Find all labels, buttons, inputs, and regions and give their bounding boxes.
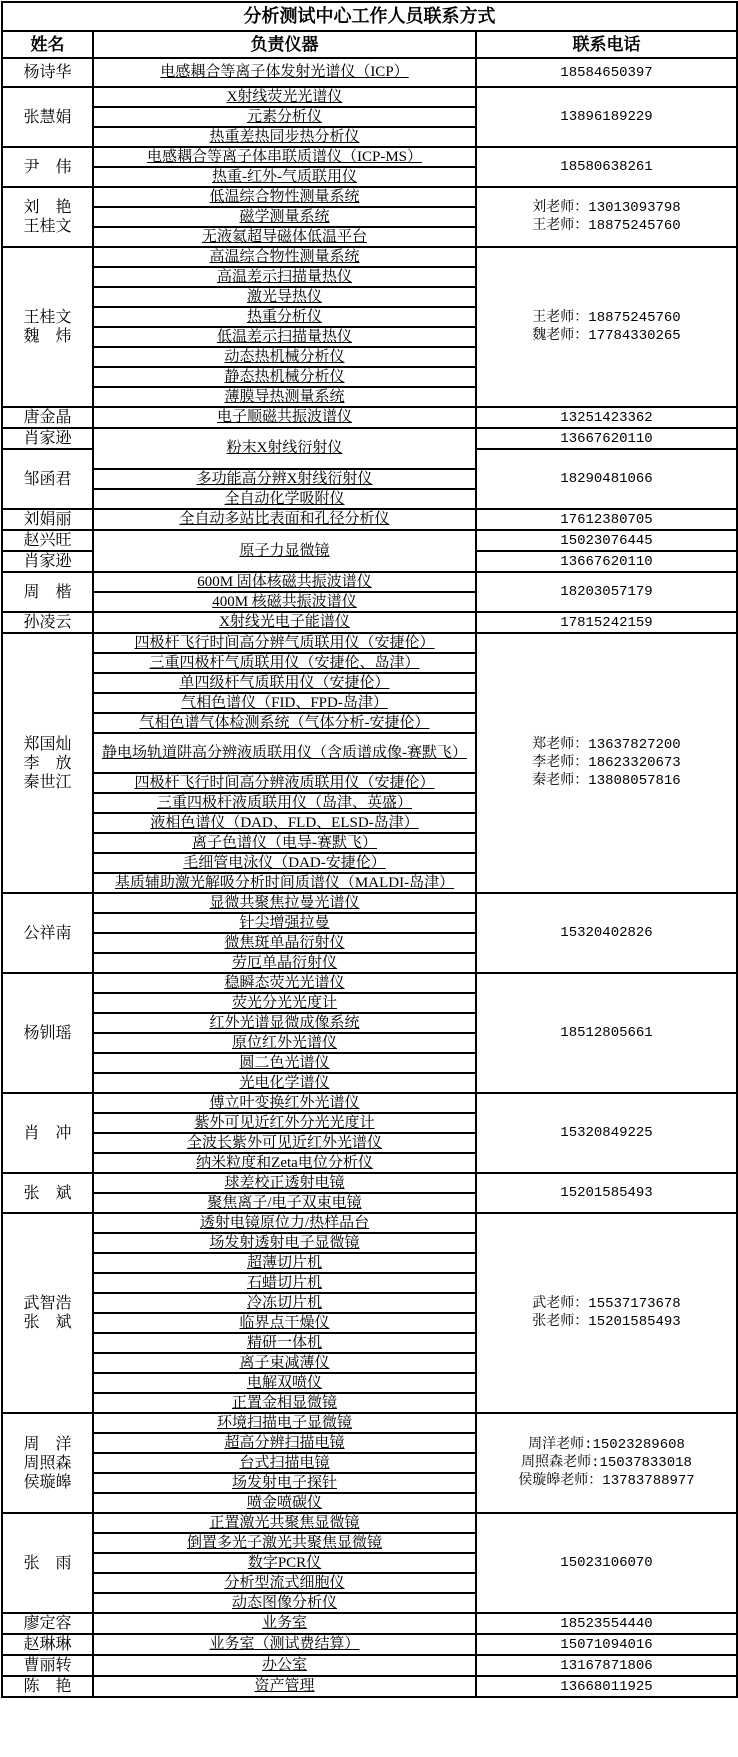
instrument-cell: 四极杆飞行时间高分辨气质联用仪（安捷伦） bbox=[93, 633, 476, 653]
phone-number: 18512805661 bbox=[560, 1025, 653, 1041]
instrument-cell: 电感耦合等离子体串联质谱仪（ICP-MS） bbox=[93, 147, 476, 167]
staff-name: 公祥南 bbox=[23, 924, 72, 942]
instrument-cell: 办公室 bbox=[93, 1655, 476, 1676]
table-row bbox=[2, 1676, 737, 1697]
staff-name: 邹函君 bbox=[23, 470, 72, 488]
staff-name-cell bbox=[2, 449, 93, 509]
phone-cell bbox=[476, 1213, 737, 1413]
instrument-cell: 倒置多光子激光共聚焦显微镜 bbox=[93, 1533, 476, 1553]
staff-name: 周 楷 bbox=[23, 583, 72, 601]
phone-number: 18523554440 bbox=[560, 1615, 653, 1632]
instrument-cell: 无液氦超导磁体低温平台 bbox=[93, 227, 476, 247]
staff-name: 肖 冲 bbox=[23, 1124, 72, 1142]
phone-cell bbox=[476, 973, 737, 1093]
instrument-cell: 动态热机械分析仪 bbox=[93, 347, 476, 367]
staff-name-cell bbox=[2, 893, 93, 973]
instrument-cell: 高温综合物性测量系统 bbox=[93, 247, 476, 267]
staff-name: 肖家逊 bbox=[23, 430, 72, 447]
phone-cell bbox=[476, 572, 737, 612]
table-row bbox=[2, 87, 737, 107]
phone-cell bbox=[476, 893, 737, 973]
staff-name-cell bbox=[2, 530, 93, 551]
instrument-cell: 薄膜导热测量系统 bbox=[93, 387, 476, 407]
instrument-cell: 聚焦离子/电子双束电镜 bbox=[93, 1193, 476, 1213]
phone-number: 18584650397 bbox=[560, 64, 653, 81]
instrument-cell: 劳厄单晶衍射仪 bbox=[93, 953, 476, 973]
staff-name-cell bbox=[2, 187, 93, 247]
phone-number: 王老师：18875245760 bbox=[532, 310, 681, 326]
staff-name-cell bbox=[2, 407, 93, 428]
instrument-cell: 热重差热同步热分析仪 bbox=[93, 127, 476, 147]
table-row bbox=[2, 147, 737, 167]
instrument-cell: 原位红外光谱仪 bbox=[93, 1033, 476, 1053]
phone-cell bbox=[476, 428, 737, 449]
staff-name: 张 斌 bbox=[23, 1184, 72, 1202]
staff-name: 侯璇皞 bbox=[23, 1473, 72, 1491]
instrument-cell: 冷冻切片机 bbox=[93, 1293, 476, 1313]
staff-name: 杨诗华 bbox=[23, 64, 72, 81]
instrument-cell: 电子顺磁共振波谱仪 bbox=[93, 407, 476, 428]
phone-number: 18580638261 bbox=[560, 159, 653, 175]
staff-name-cell bbox=[2, 1676, 93, 1697]
phone-number: 15320849225 bbox=[560, 1125, 653, 1141]
instrument-cell: 单四级杆气质联用仪（安捷伦） bbox=[93, 673, 476, 693]
table-row bbox=[2, 1173, 737, 1193]
staff-name-cell bbox=[2, 973, 93, 1093]
instrument-cell: 静态热机械分析仪 bbox=[93, 367, 476, 387]
staff-name: 廖定容 bbox=[23, 1615, 72, 1632]
phone-cell bbox=[476, 612, 737, 633]
instrument-cell: 电解双喷仪 bbox=[93, 1373, 476, 1393]
staff-name-cell bbox=[2, 1093, 93, 1173]
instrument-cell: 环境扫描电子显微镜 bbox=[93, 1413, 476, 1433]
phone-cell bbox=[476, 1413, 737, 1513]
staff-name-cell bbox=[2, 572, 93, 612]
phone-cell bbox=[476, 1676, 737, 1697]
instrument-cell: 紫外可见近红外分光光度计 bbox=[93, 1113, 476, 1133]
instrument-cell: 场发射电子探针 bbox=[93, 1473, 476, 1493]
staff-name: 秦世江 bbox=[23, 773, 72, 791]
table-title: 分析测试中心工作人员联系方式 bbox=[2, 2, 737, 31]
contact-table bbox=[1, 1, 738, 1698]
phone-cell bbox=[476, 633, 737, 893]
instrument-cell: 粉末X射线衍射仪 bbox=[93, 428, 476, 469]
instrument-cell: 台式扫描电镜 bbox=[93, 1453, 476, 1473]
instrument-cell: 石蜡切片机 bbox=[93, 1273, 476, 1293]
table-row bbox=[2, 247, 737, 267]
instrument-cell: 圆二色光谱仪 bbox=[93, 1053, 476, 1073]
phone-number: 侯璇皞老师：13783788977 bbox=[518, 1473, 695, 1489]
phone-number: 13167871806 bbox=[560, 1657, 653, 1674]
instrument-cell: 分析型流式细胞仪 bbox=[93, 1573, 476, 1593]
table-row bbox=[2, 633, 737, 653]
staff-name-cell bbox=[2, 1655, 93, 1676]
instrument-cell: 毛细管电泳仪（DAD-安捷伦） bbox=[93, 853, 476, 873]
table-row bbox=[2, 612, 737, 633]
staff-name-cell bbox=[2, 147, 93, 187]
staff-name-cell bbox=[2, 1213, 93, 1413]
staff-name: 郑国灿 bbox=[23, 735, 72, 753]
instrument-cell: 激光导热仪 bbox=[93, 287, 476, 307]
staff-name: 孙凌云 bbox=[23, 614, 72, 631]
instrument-cell: 热重分析仪 bbox=[93, 307, 476, 327]
phone-number: 魏老师：17784330265 bbox=[532, 328, 681, 344]
table-row bbox=[2, 973, 737, 993]
instrument-cell: 全波长紫外可见近红外光谱仪 bbox=[93, 1133, 476, 1153]
phone-cell bbox=[476, 449, 737, 509]
phone-number: 15071094016 bbox=[560, 1636, 653, 1653]
table-row bbox=[2, 1413, 737, 1433]
staff-name: 曹丽转 bbox=[23, 1657, 72, 1674]
phone-number: 13251423362 bbox=[560, 409, 653, 426]
instrument-cell: 全自动多站比表面和孔径分析仪 bbox=[93, 509, 476, 530]
instrument-cell: 离子色谱仪（电导-赛默飞） bbox=[93, 833, 476, 853]
instrument-cell: 原子力显微镜 bbox=[93, 530, 476, 572]
instrument-cell: 场发射透射电子显微镜 bbox=[93, 1233, 476, 1253]
staff-name: 唐金晶 bbox=[23, 409, 72, 426]
phone-cell bbox=[476, 509, 737, 530]
instrument-cell: 喷金喷碳仪 bbox=[93, 1493, 476, 1513]
phone-number: 刘老师：13013093798 bbox=[532, 200, 681, 216]
phone-number: 13668011925 bbox=[560, 1678, 653, 1695]
instrument-cell: 离子束减薄仪 bbox=[93, 1353, 476, 1373]
table-row bbox=[2, 893, 737, 913]
staff-name: 魏 炜 bbox=[23, 328, 72, 345]
instrument-cell: 三重四极杆液质联用仪（岛津、英盛） bbox=[93, 793, 476, 813]
staff-name: 杨钏瑶 bbox=[23, 1024, 72, 1042]
header-instruments: 负责仪器 bbox=[93, 31, 476, 58]
instrument-cell: 微焦斑单晶衍射仪 bbox=[93, 933, 476, 953]
phone-number: 李老师：18623320673 bbox=[532, 755, 681, 771]
instrument-cell: 气相色谱仪（FID、FPD-岛津） bbox=[93, 693, 476, 713]
instrument-cell: 精研一体机 bbox=[93, 1333, 476, 1353]
instrument-cell: 气相色谱气体检测系统（气体分析-安捷伦） bbox=[93, 713, 476, 733]
instrument-cell: 正置金相显微镜 bbox=[93, 1393, 476, 1413]
staff-name: 尹 伟 bbox=[23, 158, 72, 176]
staff-name-cell bbox=[2, 58, 93, 87]
instrument-cell: 业务室 bbox=[93, 1613, 476, 1634]
header-phone: 联系电话 bbox=[476, 31, 737, 58]
instrument-cell: 球差校正透射电镜 bbox=[93, 1173, 476, 1193]
staff-name: 武智浩 bbox=[23, 1295, 72, 1312]
instrument-cell: 超薄切片机 bbox=[93, 1253, 476, 1273]
staff-name: 刘娟丽 bbox=[23, 511, 72, 528]
instrument-cell: 透射电镜原位力/热样品台 bbox=[93, 1213, 476, 1233]
staff-name: 赵兴旺 bbox=[23, 532, 72, 549]
phone-number: 武老师：15537173678 bbox=[532, 1296, 681, 1312]
instrument-cell: 高温差示扫描量热仪 bbox=[93, 267, 476, 287]
phone-cell bbox=[476, 187, 737, 247]
instrument-cell: 稳瞬态荧光光谱仪 bbox=[93, 973, 476, 993]
phone-number: 周洋老师:15023289608 bbox=[528, 1437, 685, 1453]
table-row bbox=[2, 530, 737, 551]
table-row bbox=[2, 428, 737, 449]
instrument-cell: 业务室（测试费结算） bbox=[93, 1634, 476, 1655]
staff-name: 陈 艳 bbox=[23, 1678, 72, 1695]
phone-cell bbox=[476, 247, 737, 407]
staff-name: 张慧娟 bbox=[23, 108, 72, 126]
instrument-cell: 光电化学谱仪 bbox=[93, 1073, 476, 1093]
table-row bbox=[2, 58, 737, 87]
instrument-cell: 四极杆飞行时间高分辨液质联用仪（安捷伦） bbox=[93, 773, 476, 793]
instrument-cell: 动态图像分析仪 bbox=[93, 1593, 476, 1613]
table-row bbox=[2, 1213, 737, 1233]
phone-number: 王老师：18875245760 bbox=[532, 218, 681, 234]
instrument-cell: 元素分析仪 bbox=[93, 107, 476, 127]
instrument-cell: 600M 固体核磁共振波谱仪 bbox=[93, 572, 476, 592]
instrument-cell: 电感耦合等离子体发射光谱仪（ICP） bbox=[93, 58, 476, 87]
staff-name: 张 斌 bbox=[23, 1314, 72, 1331]
staff-name-cell bbox=[2, 633, 93, 893]
staff-name: 肖家逊 bbox=[23, 553, 72, 570]
phone-number: 13896189229 bbox=[560, 109, 653, 125]
table-row bbox=[2, 1093, 737, 1113]
staff-name-cell bbox=[2, 1513, 93, 1613]
instrument-cell: X射线荧光光谱仪 bbox=[93, 87, 476, 107]
table-row bbox=[2, 407, 737, 428]
instrument-cell: 多功能高分辨X射线衍射仪 bbox=[93, 469, 476, 489]
table-row bbox=[2, 187, 737, 207]
instrument-cell: 红外光谱显微成像系统 bbox=[93, 1013, 476, 1033]
staff-name-cell bbox=[2, 247, 93, 407]
table-row bbox=[2, 509, 737, 530]
staff-name-cell bbox=[2, 1173, 93, 1213]
instrument-cell: 超高分辨扫描电镜 bbox=[93, 1433, 476, 1453]
table-row bbox=[2, 572, 737, 592]
phone-number: 15023076445 bbox=[560, 532, 653, 549]
staff-name: 王桂文 bbox=[23, 218, 72, 235]
staff-name: 周 洋 bbox=[23, 1435, 72, 1453]
table-row bbox=[2, 1613, 737, 1634]
phone-number: 18203057179 bbox=[560, 584, 653, 600]
phone-number: 13667620110 bbox=[560, 553, 653, 570]
staff-name-cell bbox=[2, 612, 93, 633]
phone-number: 17815242159 bbox=[560, 614, 653, 631]
phone-number: 秦老师：13808057816 bbox=[532, 773, 681, 789]
phone-number: 张老师：15201585493 bbox=[532, 1314, 681, 1330]
instrument-cell: 热重-红外-气质联用仪 bbox=[93, 167, 476, 187]
staff-name: 刘 艳 bbox=[23, 199, 72, 216]
instrument-cell: 磁学测量系统 bbox=[93, 207, 476, 227]
staff-name-cell bbox=[2, 1413, 93, 1513]
phone-cell bbox=[476, 87, 737, 147]
phone-number: 15023106070 bbox=[560, 1555, 653, 1571]
instrument-cell: 资产管理 bbox=[93, 1676, 476, 1697]
instrument-cell: 基质辅助激光解吸分析时间质谱仪（MALDI-岛津） bbox=[93, 873, 476, 893]
table-row bbox=[2, 1513, 737, 1533]
phone-cell bbox=[476, 147, 737, 187]
staff-name-cell bbox=[2, 1634, 93, 1655]
instrument-cell: 显微共聚焦拉曼光谱仪 bbox=[93, 893, 476, 913]
phone-number: 17612380705 bbox=[560, 511, 653, 528]
instrument-cell: 临界点干燥仪 bbox=[93, 1313, 476, 1333]
instrument-cell: 400M 核磁共振波谱仪 bbox=[93, 592, 476, 612]
instrument-cell: 傅立叶变换红外光谱仪 bbox=[93, 1093, 476, 1113]
instrument-cell: X射线光电子能谱仪 bbox=[93, 612, 476, 633]
table-row bbox=[2, 1634, 737, 1655]
staff-name: 周照森 bbox=[23, 1454, 72, 1472]
instrument-cell: 全自动化学吸附仪 bbox=[93, 489, 476, 509]
staff-name: 张 雨 bbox=[23, 1554, 72, 1572]
instrument-cell: 静电场轨道阱高分辨液质联用仪（含质谱成像-赛默飞） bbox=[93, 733, 476, 773]
instrument-cell: 液相色谱仪（DAD、FLD、ELSD-岛津） bbox=[93, 813, 476, 833]
phone-cell bbox=[476, 407, 737, 428]
table-row bbox=[2, 1655, 737, 1676]
instrument-cell: 针尖增强拉曼 bbox=[93, 913, 476, 933]
phone-cell bbox=[476, 58, 737, 87]
phone-number: 郑老师：13637827200 bbox=[532, 737, 681, 753]
instrument-cell: 荧光分光光度计 bbox=[93, 993, 476, 1013]
phone-cell bbox=[476, 551, 737, 572]
instrument-cell: 数字PCR仪 bbox=[93, 1553, 476, 1573]
phone-number: 13667620110 bbox=[560, 430, 653, 447]
staff-name-cell bbox=[2, 551, 93, 572]
instrument-cell: 三重四极杆气质联用仪（安捷伦、岛津） bbox=[93, 653, 476, 673]
phone-cell bbox=[476, 1634, 737, 1655]
header-name: 姓名 bbox=[2, 31, 93, 58]
instrument-cell: 低温差示扫描量热仪 bbox=[93, 327, 476, 347]
staff-name-cell bbox=[2, 87, 93, 147]
instrument-cell: 纳米粒度和Zeta电位分析仪 bbox=[93, 1153, 476, 1173]
phone-cell bbox=[476, 530, 737, 551]
phone-cell bbox=[476, 1093, 737, 1173]
staff-name-cell bbox=[2, 509, 93, 530]
instrument-cell: 低温综合物性测量系统 bbox=[93, 187, 476, 207]
phone-number: 18290481066 bbox=[560, 471, 653, 487]
phone-cell bbox=[476, 1173, 737, 1213]
phone-number: 周照森老师:15037833018 bbox=[521, 1455, 692, 1471]
staff-name-cell bbox=[2, 428, 93, 449]
phone-cell bbox=[476, 1513, 737, 1613]
phone-number: 15320402826 bbox=[560, 925, 653, 941]
phone-number: 15201585493 bbox=[560, 1185, 653, 1201]
staff-name: 李 放 bbox=[23, 754, 72, 772]
staff-name-cell bbox=[2, 1613, 93, 1634]
staff-name: 赵琳琳 bbox=[23, 1636, 72, 1653]
phone-cell bbox=[476, 1655, 737, 1676]
phone-cell bbox=[476, 1613, 737, 1634]
staff-name: 王桂文 bbox=[23, 309, 72, 326]
instrument-cell: 正置激光共聚焦显微镜 bbox=[93, 1513, 476, 1533]
